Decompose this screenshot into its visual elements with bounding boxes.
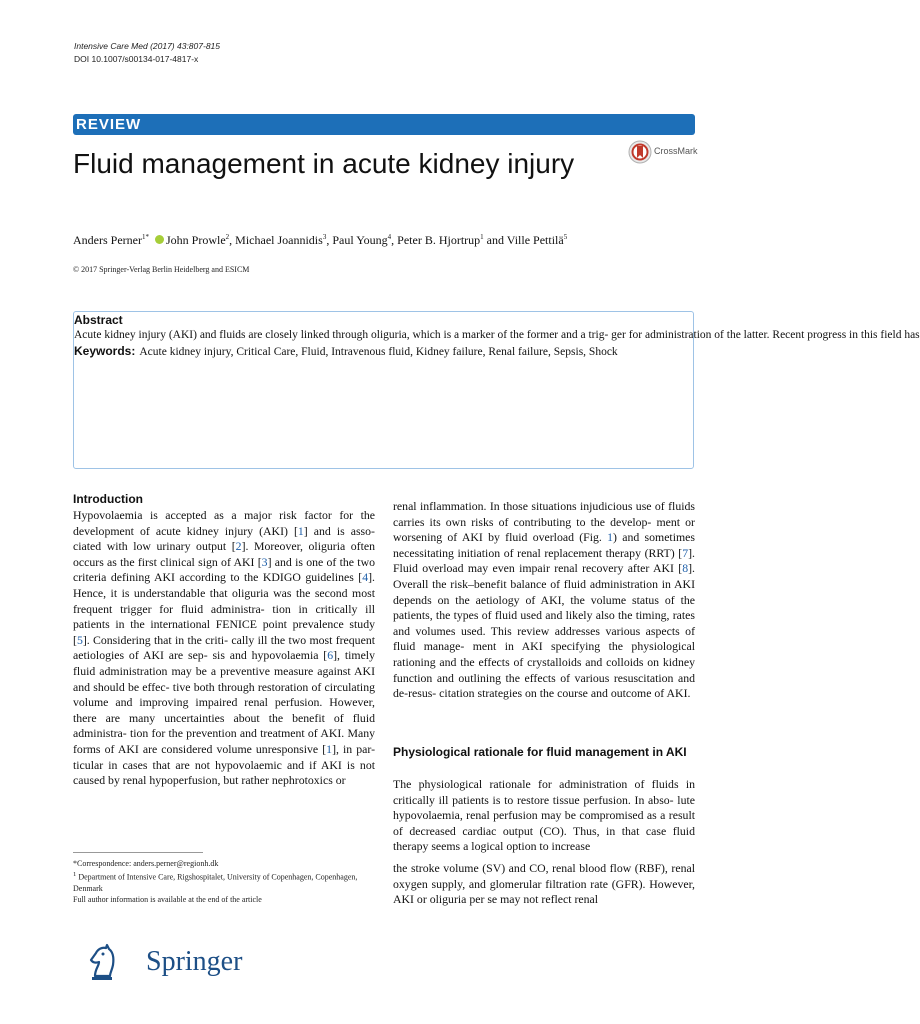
author-name[interactable]: John Prowle — [165, 233, 226, 247]
crossmark-label: CrossMark — [654, 146, 698, 156]
crossmark-icon — [628, 139, 652, 167]
footnote-divider — [73, 852, 203, 853]
author-affiliation: 4 — [387, 233, 392, 241]
doi: DOI 10.1007/s00134-017-4817-x — [74, 54, 199, 64]
citation-link[interactable]: 5 — [76, 632, 83, 647]
citation-link[interactable]: 2 — [235, 539, 242, 554]
orcid-icon[interactable] — [155, 235, 164, 244]
review-banner — [73, 114, 695, 135]
affiliation-text: Department of Intensive Care, Rigshospitalet, University of Copenhagen, Copenhagen, Denmark — [73, 872, 358, 893]
introduction-body — [73, 508, 375, 789]
introduction-heading: Introduction — [73, 492, 143, 506]
author-name[interactable]: Paul Young — [332, 233, 388, 247]
publisher-wordmark: Springer — [146, 946, 243, 977]
body-text: ] and is asso- ciated with low urinary output [ — [73, 523, 375, 554]
journal-citation: Intensive Care Med (2017) 43:807-815 — [74, 41, 221, 51]
keywords-label: Keywords: — [74, 344, 136, 358]
chess-knight-icon — [84, 943, 120, 983]
footnotes — [73, 858, 373, 905]
author-name[interactable]: Anders Perner — [73, 233, 142, 247]
author-affiliation: 5 — [563, 233, 568, 241]
affiliation-number: 1 — [73, 871, 77, 878]
figure-link[interactable]: 1 — [607, 530, 614, 545]
author-list: Anders Perner$^{1*}$ John Prowle$^2$, Michael Joannidis$^3$, Paul Young$^4$, Peter B. Hjortrup$^1$ and Ville Pettilä$^5$ — [73, 233, 568, 247]
springer-horse-logo — [84, 943, 120, 983]
author-name[interactable]: Ville Pettilä — [506, 233, 564, 247]
physiological-rationale-heading: Physiological rationale for fluid management in AKI — [393, 745, 687, 759]
citation-link[interactable]: 8 — [682, 561, 689, 576]
author-affiliation: 3 — [322, 233, 327, 241]
abstract-heading: Abstract — [74, 313, 123, 327]
article-title: Fluid management in acute kidney injury — [73, 148, 575, 179]
citation-link[interactable]: 3 — [261, 554, 268, 569]
author-name[interactable]: Michael Joannidis — [235, 233, 323, 247]
citation-link[interactable]: 7 — [682, 545, 689, 560]
keywords — [74, 344, 618, 358]
physiological-rationale-body: The physiological rationale for administration of fluids in critically ill patients is to restore tissue perfusion. In abso- lute hypovolaemia, renal perfusion may be compromised as a result of decreased cardiac output (CO). Thus, in that case fluid therapy seems a logical option to increase — [393, 777, 695, 854]
body-text: ], timely fluid administration may be a preventive measure against AKI and should be effec- tive both through restoration of circulating volume and improving impaired renal perfusion. However, there are many uncertainties about the benefit of fluid administra- tion for the prevention and treatment of AKI. Many forms of AKI are considered volume unresponsive [ — [73, 648, 375, 756]
right-column-body — [393, 499, 695, 702]
body-text: ]. Considering that in the criti- cally ill the two most frequent aetiologies of AKI are sep- sis and hypovolaemia [ — [73, 632, 375, 663]
body-text: renal inflammation. In those situations injudicious use of fluids carries its own risks of contributing to the develop- ment or worsening of AKI by fluid overload (Fig. — [393, 499, 695, 545]
copyright-notice: © 2017 Springer-Verlag Berlin Heidelberg and ESICM — [73, 265, 250, 274]
correspondence[interactable]: *Correspondence: anders.perner@regionh.dk — [73, 859, 219, 868]
body-text: ], in par- ticular in cases that are not hypovolaemic and if AKI is not caused by renal hypoperfusion, but rather nephrotoxics or — [73, 741, 375, 788]
citation-link[interactable]: 1 — [326, 741, 333, 756]
body-text: ]. Moreover, oliguria often occurs as the first clinical sign of AKI [ — [73, 539, 375, 569]
keywords-list: Acute kidney injury, Critical Care, Fluid, Intravenous fluid, Kidney failure, Renal failure, Sepsis, Shock — [139, 346, 618, 358]
affiliation — [73, 869, 373, 894]
author-name[interactable]: Peter B. Hjortrup — [397, 233, 481, 247]
citation-link[interactable]: 1 — [297, 523, 304, 538]
body-text: ]. Overall the risk–benefit balance of fluid administration in AKI depends on the aetiology of AKI, the volume status of the patients, the types of fluid used and likely also the timing, rates and volumes used. This review addresses various aspects of fluid manage- ment in AKI specifying the physiological rationing and the effects of crystalloids and colloids on kidney function and outlining the effects of various resuscitation and de-resus- citation strategies on the course and outcome of AKI. — [393, 561, 695, 701]
full-author-info: Full author information is available at the end of the article — [73, 894, 262, 904]
section-label: REVIEW — [76, 116, 142, 133]
body-text: ) and sometimes necessitating initiation of renal replacement therapy (RRT) [ — [393, 530, 695, 560]
body-text: ] and is one of the two criteria defining AKI according to the KDIGO guidelines [ — [73, 554, 376, 585]
journal-citation-block — [74, 40, 220, 66]
author-affiliation: 1 — [480, 233, 484, 241]
citation-link[interactable]: 4 — [362, 570, 369, 585]
author-affiliation: 2 — [225, 233, 230, 241]
body-text: ]. Hence, it is understandable that oliguria was the second most frequent trigger for fluid administra- tion in critically ill patients in the international FENICE point prevalence study [ — [73, 570, 375, 647]
abstract-text: Acute kidney injury (AKI) and fluids are closely linked through oliguria, which is a marker of the former and a trig- ger for administration of the latter. Recent progress in this field has — [74, 329, 920, 341]
author-affiliation: 1* — [141, 233, 149, 241]
body-text: ]. Fluid overload may even impair renal recovery after AKI [ — [393, 545, 695, 576]
body-text: Hypovolaemia is accepted as a major risk factor for the development of acute kidney injury (AKI) [ — [73, 508, 375, 538]
physiological-rationale-body-continued: the stroke volume (SV) and CO, renal blood flow (RBF), renal oxygen supply, and glomerular filtration rate (GFR). However, AKI or oliguria per se may not reflect renal — [393, 861, 695, 907]
citation-link[interactable]: 6 — [327, 648, 334, 663]
